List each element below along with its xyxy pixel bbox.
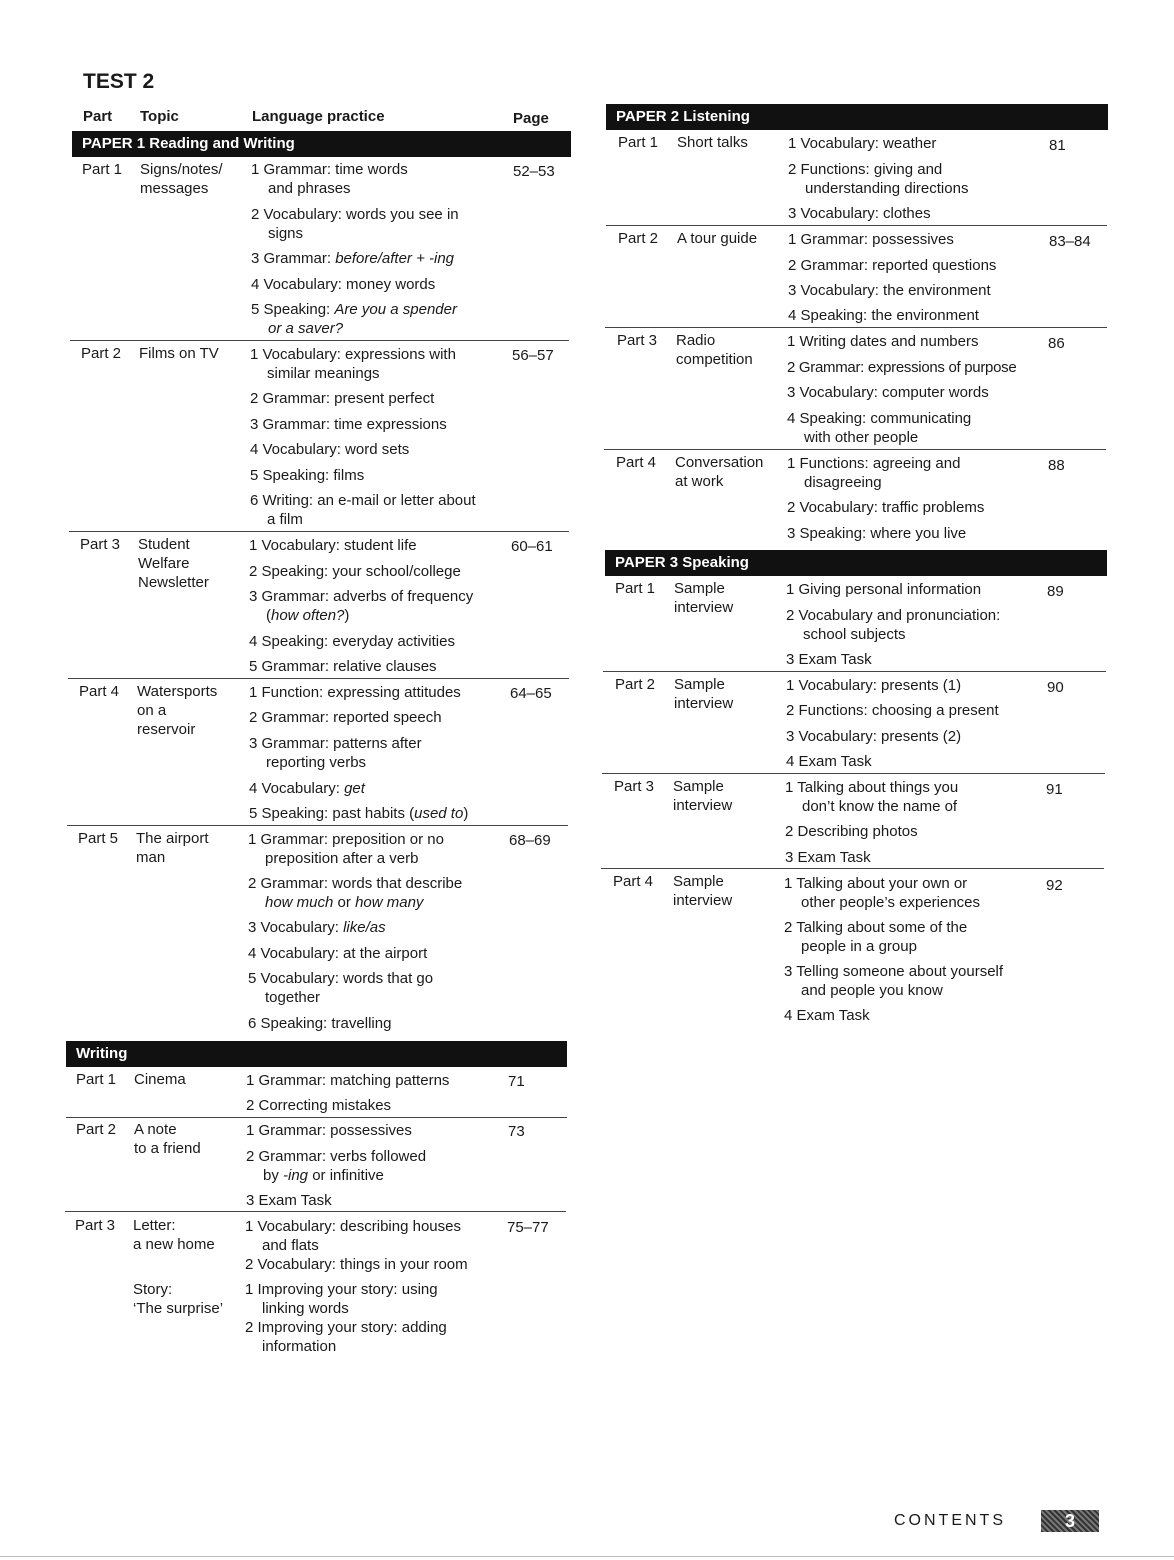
list-item: 1 Writing dates and numbers — [787, 333, 979, 350]
topic: to a friend — [134, 1140, 201, 1157]
row-divider — [601, 868, 1104, 869]
topic: man — [136, 849, 166, 866]
list-item: 3 Grammar: patterns after — [249, 735, 422, 752]
topic: Story: — [133, 1281, 173, 1298]
list-item: 1 Giving personal information — [786, 581, 982, 598]
list-item: a film — [267, 511, 303, 528]
part-label: Part 3 — [617, 332, 658, 349]
list-item: signs — [268, 225, 304, 242]
list-item: by -ing or infinitive — [263, 1167, 384, 1184]
topic: ‘The surprise’ — [133, 1300, 224, 1317]
header-language: Language practice — [252, 108, 385, 125]
page-number: 56–57 — [512, 347, 554, 364]
topic: Radio — [676, 332, 716, 349]
list-item: 1 Grammar: time words — [251, 161, 408, 178]
list-item: how much or how many — [265, 894, 424, 911]
page-number: 91 — [1046, 781, 1063, 798]
topic: The airport — [136, 830, 209, 847]
list-item: and phrases — [268, 180, 351, 197]
topic: reservoir — [137, 721, 196, 738]
list-item: 2 Vocabulary and pronunciation: — [786, 607, 1001, 624]
topic: Films on TV — [139, 345, 219, 362]
list-item: or a saver? — [268, 320, 344, 337]
list-item: 5 Speaking: films — [250, 467, 365, 484]
list-item: school subjects — [803, 626, 906, 643]
list-item: 2 Functions: giving and — [788, 161, 943, 178]
topic: messages — [140, 180, 209, 197]
list-item: 2 Grammar: words that describe — [248, 875, 463, 892]
list-item: 1 Vocabulary: weather — [788, 135, 937, 152]
part-label: Part 4 — [616, 454, 657, 471]
topic: a new home — [133, 1236, 215, 1253]
topic: on a — [137, 702, 167, 719]
list-item: 3 Telling someone about yourself — [784, 963, 1004, 980]
list-item: 3 Exam Task — [785, 849, 871, 866]
topic: interview — [674, 695, 734, 712]
topic: Signs/notes/ — [140, 161, 223, 178]
part-label: Part 5 — [78, 830, 119, 847]
list-item: 2 Functions: choosing a present — [786, 702, 999, 719]
list-item: 2 Grammar: reported speech — [249, 709, 442, 726]
row-divider — [68, 678, 569, 679]
topic: interview — [673, 797, 733, 814]
row-divider — [605, 327, 1107, 328]
list-item: 1 Function: expressing attitudes — [249, 684, 461, 701]
list-item: 1 Talking about your own or — [784, 875, 968, 892]
topic: A note — [134, 1121, 177, 1138]
page-number: 68–69 — [509, 832, 551, 849]
list-item: (how often?) — [266, 607, 350, 624]
list-item: disagreeing — [804, 474, 882, 491]
list-item: 1 Grammar: possessives — [788, 231, 954, 248]
list-item: 5 Speaking: Are you a spender — [251, 301, 457, 318]
list-item: linking words — [262, 1300, 349, 1317]
page-number: 60–61 — [511, 538, 553, 555]
part-label: Part 2 — [615, 676, 656, 693]
list-item: people in a group — [801, 938, 917, 955]
header-part: Part — [83, 108, 113, 125]
page-number: 75–77 — [507, 1219, 549, 1236]
list-item: 2 Grammar: verbs followed — [246, 1148, 427, 1165]
list-item: 2 Vocabulary: words you see in — [251, 206, 459, 223]
part-label: Part 1 — [615, 580, 656, 597]
row-divider — [606, 225, 1107, 226]
list-item: 5 Vocabulary: words that go — [248, 970, 434, 987]
topic: Student — [138, 536, 190, 553]
part-label: Part 4 — [613, 873, 654, 890]
topic: Sample — [673, 778, 724, 795]
list-item: don’t know the name of — [802, 798, 958, 815]
list-item: 4 Speaking: communicating — [787, 410, 972, 427]
list-item: 6 Writing: an e-mail or letter about — [250, 492, 476, 509]
paper-1-heading: PAPER 1 Reading and Writing — [72, 131, 571, 157]
page-number: 86 — [1048, 335, 1065, 352]
list-item: 1 Vocabulary: presents (1) — [786, 677, 962, 694]
list-item: 4 Vocabulary: money words — [251, 276, 436, 293]
list-item: 4 Speaking: everyday activities — [249, 633, 455, 650]
list-item: 1 Grammar: preposition or no — [248, 831, 444, 848]
page-title: TEST 2 — [83, 70, 155, 93]
topic: A tour guide — [677, 230, 758, 247]
list-item: with other people — [804, 429, 919, 446]
list-item: 4 Exam Task — [784, 1007, 870, 1024]
header-topic: Topic — [140, 108, 179, 125]
list-item: 1 Grammar: possessives — [246, 1122, 412, 1139]
row-divider — [65, 1211, 566, 1212]
list-item: 3 Vocabulary: clothes — [788, 205, 931, 222]
list-item: 3 Speaking: where you live — [787, 525, 967, 542]
topic: interview — [673, 892, 733, 909]
list-item: 4 Vocabulary: at the airport — [248, 945, 428, 962]
list-item: 3 Exam Task — [246, 1192, 332, 1209]
list-item: 3 Vocabulary: the environment — [788, 282, 991, 299]
topic: competition — [676, 351, 753, 368]
list-item: other people’s experiences — [801, 894, 981, 911]
page-number: 83–84 — [1049, 233, 1091, 250]
page-number: 52–53 — [513, 163, 555, 180]
page-number: 88 — [1048, 457, 1065, 474]
list-item: 2 Talking about some of the — [784, 919, 968, 936]
row-divider — [67, 825, 568, 826]
topic: interview — [674, 599, 734, 616]
list-item: 1 Vocabulary: student life — [249, 537, 417, 554]
list-item: similar meanings — [267, 365, 380, 382]
page-number: 71 — [508, 1073, 525, 1090]
paper-3-heading: PAPER 3 Speaking — [605, 550, 1107, 576]
row-divider — [604, 449, 1106, 450]
list-item: 1 Vocabulary: expressions with — [250, 346, 456, 363]
part-label: Part 3 — [614, 778, 655, 795]
row-divider — [69, 531, 569, 532]
list-item: 2 Grammar: reported questions — [788, 257, 997, 274]
list-item: 4 Vocabulary: word sets — [250, 441, 410, 458]
list-item: and people you know — [801, 982, 943, 999]
topic: Cinema — [134, 1071, 186, 1088]
part-label: Part 1 — [618, 134, 659, 151]
list-item: 2 Speaking: your school/college — [249, 563, 461, 580]
topic: Letter: — [133, 1217, 176, 1234]
row-divider — [603, 671, 1106, 672]
list-item: 3 Grammar: time expressions — [250, 416, 447, 433]
list-item: 2 Describing photos — [785, 823, 918, 840]
topic: Short talks — [677, 134, 748, 151]
list-item: 4 Speaking: the environment — [788, 307, 979, 324]
list-item: understanding directions — [805, 180, 969, 197]
part-label: Part 3 — [75, 1217, 116, 1234]
page-number: 89 — [1047, 583, 1064, 600]
topic: Sample — [673, 873, 724, 890]
list-item: 6 Speaking: travelling — [248, 1015, 392, 1032]
list-item: preposition after a verb — [265, 850, 419, 867]
list-item: 3 Vocabulary: presents (2) — [786, 728, 962, 745]
part-label: Part 1 — [82, 161, 123, 178]
list-item: together — [265, 989, 321, 1006]
topic: Watersports — [137, 683, 218, 700]
list-item: 2 Vocabulary: things in your room — [245, 1256, 468, 1273]
list-item: 4 Vocabulary: get — [249, 780, 365, 797]
page-number: 64–65 — [510, 685, 552, 702]
topic: Welfare — [138, 555, 190, 572]
list-item: 2 Grammar: expressions of purpose — [787, 359, 1017, 376]
list-item: 5 Speaking: past habits (used to) — [249, 805, 469, 822]
list-item: 2 Vocabulary: traffic problems — [787, 499, 985, 516]
part-label: Part 4 — [79, 683, 120, 700]
writing-heading: Writing — [66, 1041, 567, 1067]
list-item: 2 Improving your story: adding — [245, 1319, 447, 1336]
list-item: 2 Correcting mistakes — [246, 1097, 392, 1114]
part-label: Part 2 — [76, 1121, 117, 1138]
topic: Sample — [674, 676, 725, 693]
part-label: Part 3 — [80, 536, 121, 553]
footer-page-number: 3 — [1041, 1510, 1099, 1532]
part-label: Part 2 — [618, 230, 659, 247]
part-label: Part 1 — [76, 1071, 117, 1088]
topic: Newsletter — [138, 574, 209, 591]
page-number: 73 — [508, 1123, 525, 1140]
list-item: 3 Grammar: adverbs of frequency — [249, 588, 474, 605]
list-item: 3 Vocabulary: like/as — [248, 919, 386, 936]
page-number: 92 — [1046, 877, 1063, 894]
part-label: Part 2 — [81, 345, 122, 362]
list-item: 1 Vocabulary: describing houses — [245, 1218, 461, 1235]
row-divider — [70, 340, 569, 341]
list-item: 3 Vocabulary: computer words — [787, 384, 989, 401]
bottom-edge-rule — [0, 1556, 1174, 1557]
paper-2-heading: PAPER 2 Listening — [606, 104, 1108, 130]
list-item: 4 Exam Task — [786, 753, 872, 770]
topic: Conversation — [675, 454, 764, 471]
list-item: 1 Improving your story: using — [245, 1281, 438, 1298]
topic: Sample — [674, 580, 725, 597]
page-number: 81 — [1049, 137, 1066, 154]
list-item: 1 Talking about things you — [785, 779, 959, 796]
list-item: 2 Grammar: present perfect — [250, 390, 435, 407]
row-divider — [66, 1117, 567, 1118]
topic: at work — [675, 473, 724, 490]
header-page: Page — [513, 110, 549, 127]
list-item: 3 Exam Task — [786, 651, 872, 668]
list-item: 3 Grammar: before/after + -ing — [251, 250, 455, 267]
list-item: 1 Grammar: matching patterns — [246, 1072, 450, 1089]
list-item: information — [262, 1338, 337, 1355]
list-item: and flats — [262, 1237, 319, 1254]
row-divider — [602, 773, 1105, 774]
list-item: 1 Functions: agreeing and — [787, 455, 961, 472]
list-item: 5 Grammar: relative clauses — [249, 658, 437, 675]
list-item: reporting verbs — [266, 754, 367, 771]
page-number: 90 — [1047, 679, 1064, 696]
footer-contents-label: CONTENTS — [894, 1512, 1006, 1529]
